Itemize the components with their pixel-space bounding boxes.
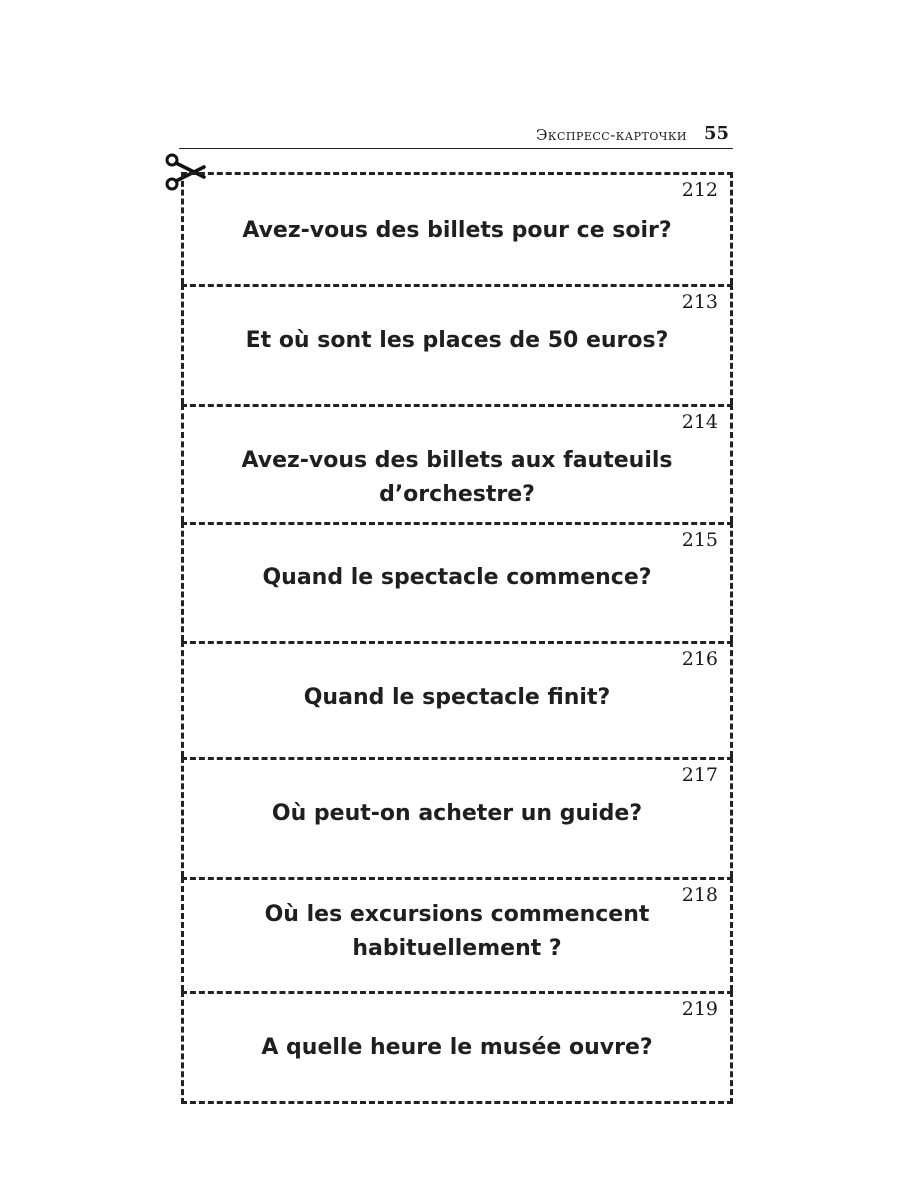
card-phrase: Où peut-on acheter un guide? bbox=[271, 801, 643, 826]
section-title: Экспресс-карточки bbox=[535, 126, 687, 144]
flashcard-list bbox=[181, 172, 733, 1104]
flashcard bbox=[181, 991, 733, 1104]
card-phrase: A quelle heure le musée ouvre? bbox=[261, 1035, 653, 1060]
card-number: 215 bbox=[681, 529, 718, 551]
page-number: 55 bbox=[703, 123, 729, 144]
page-header bbox=[179, 122, 733, 149]
card-phrase: Avez-vous des billets aux fauteuils d’orchestre? bbox=[241, 448, 673, 507]
flashcard bbox=[181, 522, 733, 641]
card-phrase: Quand le spectacle commence? bbox=[262, 565, 652, 590]
card-number: 214 bbox=[681, 411, 718, 433]
flashcard bbox=[181, 284, 733, 404]
flashcard bbox=[181, 641, 733, 757]
card-number: 218 bbox=[681, 884, 718, 906]
card-number: 213 bbox=[681, 291, 718, 313]
card-phrase: Quand le spectacle finit? bbox=[303, 685, 611, 710]
card-number: 216 bbox=[681, 648, 718, 670]
card-number: 219 bbox=[681, 998, 718, 1020]
flashcard bbox=[181, 404, 733, 522]
card-number: 212 bbox=[681, 179, 718, 201]
flashcard bbox=[181, 877, 733, 991]
flashcard bbox=[181, 757, 733, 877]
card-phrase: Et où sont les places de 50 euros? bbox=[245, 328, 669, 353]
card-phrase: Avez-vous des billets pour ce soir? bbox=[242, 218, 672, 243]
flashcard bbox=[181, 172, 733, 284]
card-phrase: Où les excursions commencent habituellement ? bbox=[264, 902, 650, 961]
card-number: 217 bbox=[681, 764, 718, 786]
